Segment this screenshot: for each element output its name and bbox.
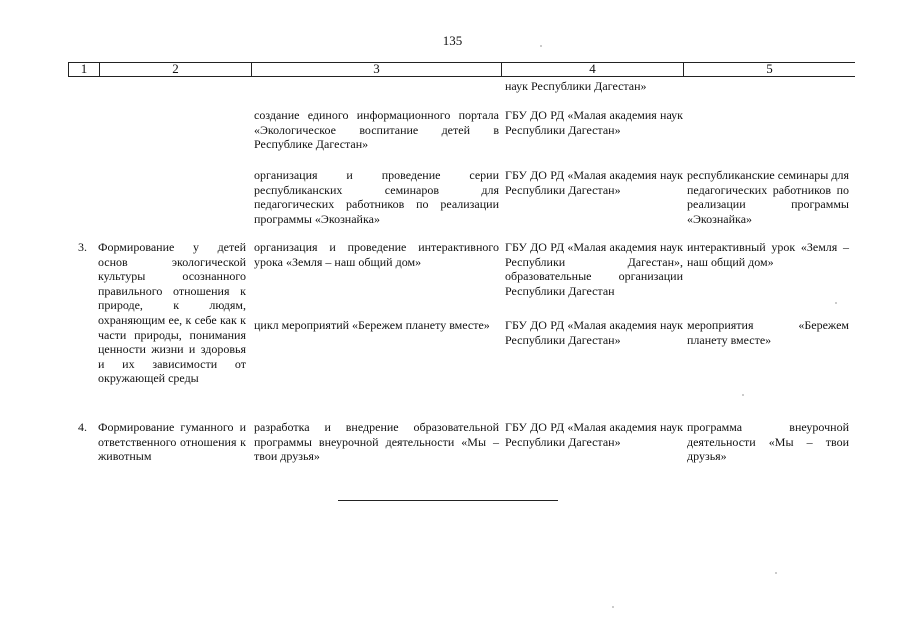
row-1-activity: организация и проведение серии республиканских семинаров для педагогических работников по реализации программы «Экознайка» — [254, 168, 499, 226]
row-2-number: 3. — [78, 240, 87, 254]
scan-speck — [742, 394, 744, 396]
header-col-5: 5 — [683, 62, 855, 76]
header-col-2: 2 — [99, 62, 251, 76]
continuation-col4: наук Республики Дагестан» — [505, 79, 647, 93]
footnote-rule — [338, 500, 558, 501]
row-4-result: программа внеурочной деятельности «Мы – твои друзья» — [687, 420, 849, 464]
row-3-result: мероприятия «Бережем планету вместе» — [687, 318, 849, 347]
header-col-4: 4 — [501, 62, 683, 76]
page-number: 135 — [442, 33, 463, 48]
table-header-row — [68, 62, 855, 77]
scan-speck — [775, 572, 777, 574]
header-col-3: 3 — [251, 62, 501, 76]
row-3-activity: цикл мероприятий «Бережем планету вместе» — [254, 318, 490, 332]
row-4-activity: разработка и внедрение образовательной программы внеурочной деятельности «Мы – твои друзья» — [254, 420, 499, 464]
row-0-activity: создание единого информационного портала «Экологическое воспитание детей в Республике Дагестан» — [254, 108, 499, 152]
row-2-activity: организация и проведение интерактивного урока «Земля – наш общий дом» — [254, 240, 499, 269]
scan-speck — [612, 606, 614, 608]
scan-speck — [835, 302, 837, 304]
row-4-task: Формирование гуманного и ответственного отношения к животным — [98, 420, 246, 464]
row-0-executor: ГБУ ДО РД «Малая академия наук Республики Дагестан» — [505, 108, 683, 137]
row-1-executor: ГБУ ДО РД «Малая академия наук Республики Дагестан» — [505, 168, 683, 197]
row-4-executor: ГБУ ДО РД «Малая академия наук Республики Дагестан» — [505, 420, 683, 449]
header-col-1: 1 — [68, 62, 99, 76]
row-2-executor: ГБУ ДО РД «Малая академия наук Республики Дагестан», образовательные организации Республики Дагестан — [505, 240, 683, 298]
row-3-executor: ГБУ ДО РД «Малая академия наук Республики Дагестан» — [505, 318, 683, 347]
row-2-result: интерактивный урок «Земля – наш общий дом» — [687, 240, 849, 269]
row-1-result: республиканские семинары для педагогических работников по реализации программы «Экознайка» — [687, 168, 849, 226]
scan-speck — [540, 45, 542, 47]
row-2-task: Формирование у детей основ экологической культуры осознанного правильного отношения к природе, к людям, охраняющим ее, к себе как к части природы, понимания ценности жизни и здоровья и их зависимости от окружающей среды — [98, 240, 246, 386]
row-4-number: 4. — [78, 420, 87, 434]
header-top-rule — [68, 62, 855, 63]
